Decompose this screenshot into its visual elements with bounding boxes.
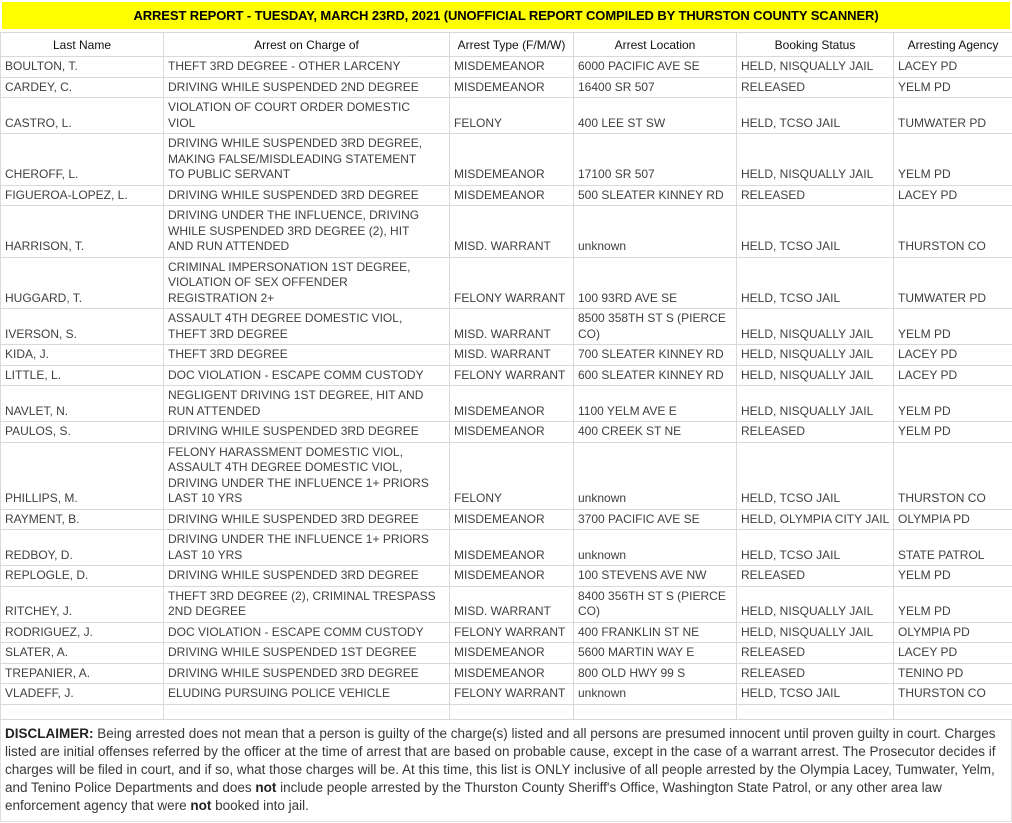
cell-arrest-type: MISDEMEANOR: [450, 185, 574, 206]
cell-charge: DRIVING WHILE SUSPENDED 3RD DEGREE, MAKING FALSE/MISDLEADING STATEMENT TO PUBLIC SERVANT: [164, 134, 450, 186]
cell-arrest-location: unknown: [574, 684, 737, 705]
cell-charge: VIOLATION OF COURT ORDER DOMESTIC VIOL: [164, 98, 450, 134]
cell-arrest-location: 1100 YELM AVE E: [574, 386, 737, 422]
cell-arresting-agency: LACEY PD: [894, 643, 1012, 664]
cell-booking-status: RELEASED: [737, 566, 894, 587]
cell-last-name: BOULTON, T.: [1, 57, 164, 78]
table-row: [1, 185, 1012, 206]
cell-arrest-location: unknown: [574, 442, 737, 509]
cell-booking-status: HELD, OLYMPIA CITY JAIL: [737, 509, 894, 530]
cell-arresting-agency: YELM PD: [894, 134, 1012, 186]
cell-arresting-agency: LACEY PD: [894, 345, 1012, 366]
cell-last-name: HARRISON, T.: [1, 206, 164, 258]
disclaimer-text-3: booked into jail.: [211, 798, 309, 813]
cell-last-name: REPLOGLE, D.: [1, 566, 164, 587]
cell-charge: ELUDING PURSUING POLICE VEHICLE: [164, 684, 450, 705]
cell-arrest-type: MISDEMEANOR: [450, 386, 574, 422]
cell-booking-status: RELEASED: [737, 663, 894, 684]
cell-booking-status: HELD, TCSO JAIL: [737, 206, 894, 258]
cell-arrest-location: 500 SLEATER KINNEY RD: [574, 185, 737, 206]
cell-arrest-location: 400 CREEK ST NE: [574, 422, 737, 443]
cell-arrest-type: MISD. WARRANT: [450, 309, 574, 345]
cell-last-name: CHEROFF, L.: [1, 134, 164, 186]
cell-arrest-type: FELONY WARRANT: [450, 257, 574, 309]
cell-arrest-type: MISDEMEANOR: [450, 57, 574, 78]
cell-last-name: CARDEY, C.: [1, 77, 164, 98]
cell-last-name: LITTLE, L.: [1, 365, 164, 386]
cell-arresting-agency: YELM PD: [894, 422, 1012, 443]
table-row: [1, 586, 1012, 622]
cell-arrest-location: 8500 358TH ST S (PIERCE CO): [574, 309, 737, 345]
cell-booking-status: HELD, NISQUALLY JAIL: [737, 386, 894, 422]
table-row: [1, 684, 1012, 705]
cell-arrest-type: FELONY WARRANT: [450, 684, 574, 705]
cell-arresting-agency: YELM PD: [894, 77, 1012, 98]
cell-last-name: HUGGARD, T.: [1, 257, 164, 309]
table-row: [1, 134, 1012, 186]
cell-arrest-location: unknown: [574, 530, 737, 566]
cell-arrest-location: 400 FRANKLIN ST NE: [574, 622, 737, 643]
cell-booking-status: HELD, TCSO JAIL: [737, 442, 894, 509]
disclaimer-text-2: include people arrested by the Thurston County Sheriff's Office, Washington State Patrol, or any other area law enforcement agency that were: [5, 780, 942, 813]
cell-arrest-location: 5600 MARTIN WAY E: [574, 643, 737, 664]
cell-charge: DRIVING WHILE SUSPENDED 3RD DEGREE: [164, 509, 450, 530]
cell-booking-status: HELD, NISQUALLY JAIL: [737, 586, 894, 622]
cell-arrest-type: FELONY WARRANT: [450, 622, 574, 643]
cell-arrest-type: FELONY: [450, 442, 574, 509]
cell-charge: THEFT 3RD DEGREE - OTHER LARCENY: [164, 57, 450, 78]
table-row: [1, 345, 1012, 366]
cell-arrest-type: FELONY: [450, 98, 574, 134]
cell-arrest-location: 400 LEE ST SW: [574, 98, 737, 134]
column-header-arrest-location: Arrest Location: [574, 33, 737, 57]
table-row: [1, 386, 1012, 422]
column-header-last-name: Last Name: [1, 33, 164, 57]
cell-charge: DRIVING UNDER THE INFLUENCE, DRIVING WHILE SUSPENDED 3RD DEGREE (2), HIT AND RUN ATTENDED: [164, 206, 450, 258]
cell-arrest-type: MISDEMEANOR: [450, 422, 574, 443]
cell-last-name: CASTRO, L.: [1, 98, 164, 134]
cell-booking-status: HELD, NISQUALLY JAIL: [737, 622, 894, 643]
cell-arrest-location: 3700 PACIFIC AVE SE: [574, 509, 737, 530]
disclaimer-label: DISCLAIMER:: [5, 726, 94, 741]
table-row: [1, 622, 1012, 643]
cell-charge: DRIVING WHILE SUSPENDED 3RD DEGREE: [164, 663, 450, 684]
cell-charge: THEFT 3RD DEGREE: [164, 345, 450, 366]
cell-arresting-agency: THURSTON CO: [894, 206, 1012, 258]
cell-arresting-agency: YELM PD: [894, 566, 1012, 587]
table-row: [1, 98, 1012, 134]
cell-charge: DRIVING WHILE SUSPENDED 2ND DEGREE: [164, 77, 450, 98]
table-row: [1, 663, 1012, 684]
cell-charge: NEGLIGENT DRIVING 1ST DEGREE, HIT AND RUN ATTENDED: [164, 386, 450, 422]
disclaimer: [0, 720, 1012, 822]
table-row: [1, 77, 1012, 98]
cell-arresting-agency: OLYMPIA PD: [894, 622, 1012, 643]
disclaimer-text-1: Being arrested does not mean that a person is guilty of the charge(s) listed and all persons are presumed innocent until proven guilty in court. Charges listed are initial offenses referred by the officer at the time of arrest that are based on probable cause, except in the case of a warrant arrest. The Prosecutor decides if charges will be filed in court, and if so, what those charges will be. At this time, this list is ONLY inclusive of all people arrested by the Olympia Lacey, Tumwater, Yelm, and Tenino Police Departments and does: [5, 726, 996, 795]
disclaimer-bold-not-1: not: [255, 780, 276, 795]
column-header-row: [1, 33, 1012, 57]
cell-arrest-type: MISDEMEANOR: [450, 663, 574, 684]
cell-booking-status: HELD, NISQUALLY JAIL: [737, 365, 894, 386]
empty-row: [1, 704, 1012, 719]
cell-arresting-agency: TUMWATER PD: [894, 257, 1012, 309]
cell-arrest-location: 100 93RD AVE SE: [574, 257, 737, 309]
table-row: [1, 530, 1012, 566]
cell-booking-status: RELEASED: [737, 185, 894, 206]
cell-arrest-type: MISD. WARRANT: [450, 345, 574, 366]
table-row: [1, 57, 1012, 78]
table-row: [1, 365, 1012, 386]
cell-arrest-location: 17100 SR 507: [574, 134, 737, 186]
table-row: [1, 509, 1012, 530]
cell-arrest-type: FELONY WARRANT: [450, 365, 574, 386]
cell-arrest-type: MISDEMEANOR: [450, 530, 574, 566]
disclaimer-bold-not-2: not: [190, 798, 211, 813]
cell-arresting-agency: TUMWATER PD: [894, 98, 1012, 134]
cell-charge: FELONY HARASSMENT DOMESTIC VIOL, ASSAULT 4TH DEGREE DOMESTIC VIOL, DRIVING UNDER THE INFLUENCE 1+ PRIORS LAST 10 YRS: [164, 442, 450, 509]
cell-booking-status: HELD, TCSO JAIL: [737, 98, 894, 134]
cell-booking-status: RELEASED: [737, 643, 894, 664]
cell-arrest-location: unknown: [574, 206, 737, 258]
cell-last-name: PAULOS, S.: [1, 422, 164, 443]
arrest-table: [0, 32, 1012, 720]
cell-last-name: RODRIGUEZ, J.: [1, 622, 164, 643]
cell-arrest-location: 16400 SR 507: [574, 77, 737, 98]
cell-booking-status: HELD, TCSO JAIL: [737, 257, 894, 309]
column-header-booking-status: Booking Status: [737, 33, 894, 57]
cell-arresting-agency: STATE PATROL: [894, 530, 1012, 566]
cell-booking-status: HELD, NISQUALLY JAIL: [737, 309, 894, 345]
cell-charge: DRIVING WHILE SUSPENDED 3RD DEGREE: [164, 422, 450, 443]
cell-last-name: FIGUEROA-LOPEZ, L.: [1, 185, 164, 206]
cell-arresting-agency: YELM PD: [894, 309, 1012, 345]
cell-arrest-location: 800 OLD HWY 99 S: [574, 663, 737, 684]
cell-last-name: REDBOY, D.: [1, 530, 164, 566]
cell-charge: DOC VIOLATION - ESCAPE COMM CUSTODY: [164, 365, 450, 386]
cell-arrest-type: MISDEMEANOR: [450, 566, 574, 587]
cell-last-name: SLATER, A.: [1, 643, 164, 664]
cell-booking-status: RELEASED: [737, 422, 894, 443]
cell-last-name: IVERSON, S.: [1, 309, 164, 345]
arrest-table-body: [1, 57, 1012, 705]
cell-charge: THEFT 3RD DEGREE (2), CRIMINAL TRESPASS 2ND DEGREE: [164, 586, 450, 622]
cell-last-name: RITCHEY, J.: [1, 586, 164, 622]
cell-charge: DRIVING WHILE SUSPENDED 3RD DEGREE: [164, 185, 450, 206]
cell-arresting-agency: LACEY PD: [894, 185, 1012, 206]
cell-charge: DRIVING WHILE SUSPENDED 3RD DEGREE: [164, 566, 450, 587]
cell-charge: DRIVING WHILE SUSPENDED 1ST DEGREE: [164, 643, 450, 664]
cell-arrest-type: MISDEMEANOR: [450, 509, 574, 530]
cell-last-name: KIDA, J.: [1, 345, 164, 366]
cell-arresting-agency: YELM PD: [894, 586, 1012, 622]
cell-arrest-type: MISDEMEANOR: [450, 77, 574, 98]
table-row: [1, 442, 1012, 509]
cell-charge: ASSAULT 4TH DEGREE DOMESTIC VIOL, THEFT 3RD DEGREE: [164, 309, 450, 345]
cell-arrest-location: 600 SLEATER KINNEY RD: [574, 365, 737, 386]
report-title: ARREST REPORT - TUESDAY, MARCH 23RD, 2021 (UNOFFICIAL REPORT COMPILED BY THURSTON COUNTY SCANNER): [133, 8, 878, 23]
cell-arrest-location: 700 SLEATER KINNEY RD: [574, 345, 737, 366]
cell-arrest-type: MISD. WARRANT: [450, 586, 574, 622]
cell-charge: CRIMINAL IMPERSONATION 1ST DEGREE, VIOLATION OF SEX OFFENDER REGISTRATION 2+: [164, 257, 450, 309]
cell-booking-status: HELD, NISQUALLY JAIL: [737, 345, 894, 366]
cell-arrest-type: MISD. WARRANT: [450, 206, 574, 258]
table-row: [1, 309, 1012, 345]
cell-arrest-location: 6000 PACIFIC AVE SE: [574, 57, 737, 78]
table-row: [1, 566, 1012, 587]
cell-arresting-agency: TENINO PD: [894, 663, 1012, 684]
column-header-charge: Arrest on Charge of: [164, 33, 450, 57]
table-row: [1, 206, 1012, 258]
arrest-report-sheet: [0, 2, 1012, 823]
cell-arrest-location: 8400 356TH ST S (PIERCE CO): [574, 586, 737, 622]
cell-last-name: PHILLIPS, M.: [1, 442, 164, 509]
cell-last-name: VLADEFF, J.: [1, 684, 164, 705]
cell-arresting-agency: LACEY PD: [894, 365, 1012, 386]
table-row: [1, 643, 1012, 664]
cell-booking-status: HELD, NISQUALLY JAIL: [737, 57, 894, 78]
table-row: [1, 257, 1012, 309]
column-header-arrest-type: Arrest Type (F/M/W): [450, 33, 574, 57]
cell-booking-status: HELD, NISQUALLY JAIL: [737, 134, 894, 186]
cell-charge: DOC VIOLATION - ESCAPE COMM CUSTODY: [164, 622, 450, 643]
table-row: [1, 422, 1012, 443]
cell-last-name: NAVLET, N.: [1, 386, 164, 422]
cell-arresting-agency: THURSTON CO: [894, 442, 1012, 509]
cell-arrest-location: 100 STEVENS AVE NW: [574, 566, 737, 587]
report-title-bar: [2, 2, 1010, 29]
cell-arrest-type: MISDEMEANOR: [450, 134, 574, 186]
cell-last-name: RAYMENT, B.: [1, 509, 164, 530]
cell-booking-status: HELD, TCSO JAIL: [737, 530, 894, 566]
cell-arresting-agency: LACEY PD: [894, 57, 1012, 78]
cell-arresting-agency: OLYMPIA PD: [894, 509, 1012, 530]
cell-booking-status: HELD, TCSO JAIL: [737, 684, 894, 705]
cell-arrest-type: MISDEMEANOR: [450, 643, 574, 664]
cell-arresting-agency: YELM PD: [894, 386, 1012, 422]
column-header-arresting-agency: Arresting Agency: [894, 33, 1012, 57]
cell-charge: DRIVING UNDER THE INFLUENCE 1+ PRIORS LAST 10 YRS: [164, 530, 450, 566]
cell-arresting-agency: THURSTON CO: [894, 684, 1012, 705]
cell-last-name: TREPANIER, A.: [1, 663, 164, 684]
cell-booking-status: RELEASED: [737, 77, 894, 98]
